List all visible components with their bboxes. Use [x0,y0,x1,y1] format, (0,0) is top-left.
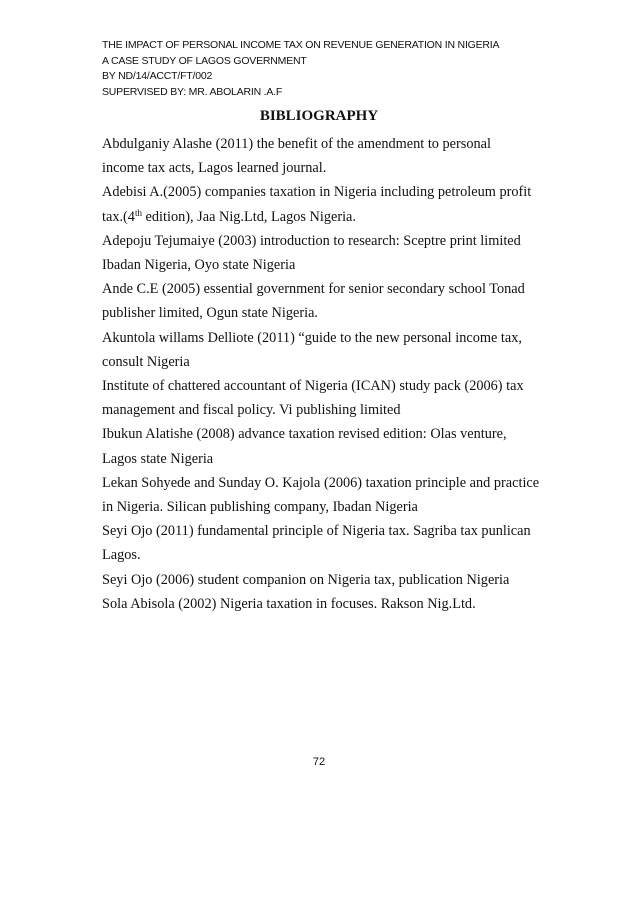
entry-line: in Nigeria. Silican publishing company, Ibadan Nigeria [102,499,418,516]
bibliography-list [102,132,542,616]
entry-line: Ibukun Alatishe (2008) advance taxation revised edition: Olas venture, [102,426,507,443]
entry-line: income tax acts, Lagos learned journal. [102,160,327,177]
entry-line [102,205,542,229]
entry-line: Seyi Ojo (2011) fundamental principle of Nigeria tax. Sagriba tax punlican [102,523,531,540]
entry-line: management and fiscal policy. Vi publishing limited [102,402,401,419]
bibliography-entry [102,277,542,325]
header-case-study: A CASE STUDY OF LAGOS GOVERNMENT [102,54,307,67]
entry-line: Institute of chattered accountant of Nigeria (ICAN) study pack (2006) tax [102,378,524,395]
running-header [102,38,499,100]
bibliography-entry [102,326,542,374]
entry-line: Lagos. [102,547,141,564]
header-student-id: BY ND/14/ACCT/FT/002 [102,70,213,82]
bibliography-entry [102,422,542,470]
header-thesis-title: THE IMPACT OF PERSONAL INCOME TAX ON REVENUE GENERATION IN NIGERIA [102,39,500,51]
bibliography-entry [102,519,542,567]
entry-text: edition), Jaa Nig.Ltd, Lagos Nigeria. [141,208,356,225]
entry-line: Ande C.E (2005) essential government for senior secondary school Tonad [102,281,525,298]
entry-line: Lekan Sohyede and Sunday O. Kajola (2006) taxation principle and practice [102,474,540,491]
entry-line: Sola Abisola (2002) Nigeria taxation in focuses. Rakson Nig.Ltd. [102,595,476,612]
page-title: BIBLIOGRAPHY [259,108,379,124]
page-number: 72 [312,756,326,768]
entry-line: Adepoju Tejumaiye (2003) introduction to research: Sceptre print limited [102,232,521,249]
entry-line: consult Nigeria [102,353,190,370]
bibliography-entry [102,229,542,277]
header-supervisor: SUPERVISED BY: MR. ABOLARIN .A.F [102,85,283,98]
bibliography-entry [102,471,542,519]
entry-line: publisher limited, Ogun state Nigeria. [102,305,318,322]
ordinal-superscript: th [134,207,142,218]
bibliography-entry [102,374,542,422]
bibliography-entry [102,132,542,180]
entry-line: Seyi Ojo (2006) student companion on Nigeria tax, publication Nigeria [102,571,510,588]
entry-line: Abdulganiy Alashe (2011) the benefit of the amendment to personal [102,136,491,152]
entry-line: Lagos state Nigeria [102,450,214,467]
bibliography-entry [102,592,542,616]
entry-line: Ibadan Nigeria, Oyo state Nigeria [102,257,296,274]
entry-line: Akuntola willams Delliote (2011) “guide to the new personal income tax, [102,329,522,346]
bibliography-entry [102,180,542,228]
entry-text: tax.(4 [102,208,135,225]
bibliography-entry [102,568,542,592]
entry-line: Adebisi A.(2005) companies taxation in Nigeria including petroleum profit [102,184,532,201]
